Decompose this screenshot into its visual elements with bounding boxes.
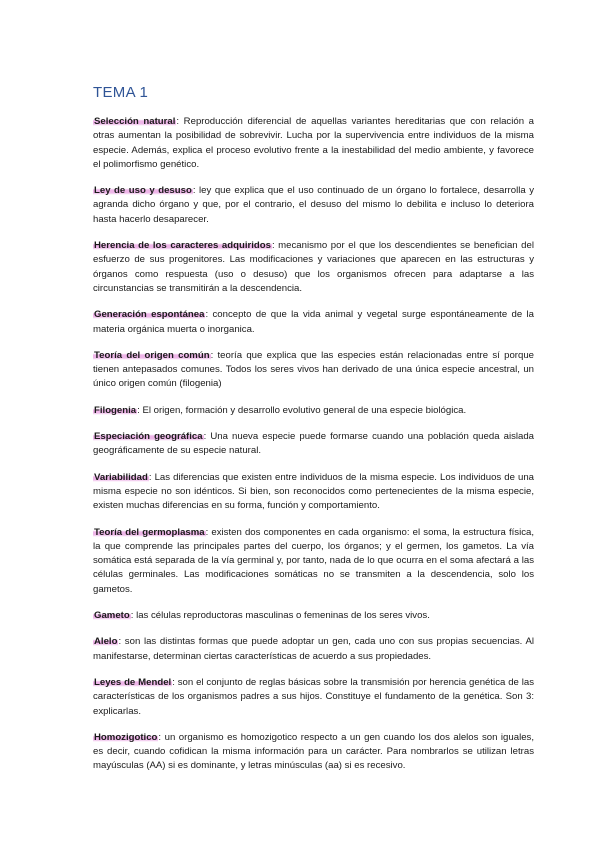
term-highlight: Leyes de Mendel <box>94 676 172 688</box>
term-highlight: Alelo <box>94 636 118 648</box>
entry-especiacion-geografica <box>93 430 534 459</box>
term-separator: : <box>210 349 214 361</box>
definition-text: mecanismo por el que los descendientes se benefician del esfuerzo de sus progenitores. Las modificaciones y variaciones que aparecen en las estructuras y órganos como respuesta (uso o desuso) que los organismos ofrecen para adaptarse a las circunstancias se transmitirán a la descendencia. <box>93 240 534 294</box>
definition-text: concepto de que la vida animal y vegetal surge espontáneamente de la materia orgánica muerta o inorganica. <box>93 309 534 335</box>
document-title: TEMA 1 <box>93 84 149 101</box>
definition-text: El origen, formación y desarrollo evolutivo general de una especie biológica. <box>139 404 467 416</box>
term-separator: : <box>271 240 275 252</box>
definition-text: teoría que explica que las especies están relacionadas entre sí porque tienen antepasados comunes. Todos los seres vivos han derivado de una única especie ancestral, un único origen común (filogenia) <box>93 349 534 390</box>
definition-text: Reproducción diferencial de aquellas variantes hereditarias que con relación a otras aumentan la posibilidad de sobrevivir. Lucha por la supervivencia entre individuos de la misma especie. Además, explica el proceso evolutivo frente a la inestabilidad del medio ambiente, y favorece el polimorfismo genético. <box>93 116 534 170</box>
term-highlight: Generación espontánea <box>94 309 205 321</box>
definition-text: existen dos componentes en cada organismo: el soma, la estructura física, la que comprende las principales partes del cuerpo, los órganos; y el germen, los gametos. La vía somática está separada de la vía germinal y, por tanto, nada de lo que ocurra en el soma afectará a las células germinales. Las modificaciones somáticas no se transmiten a la descendencia, solo los gametos. <box>93 526 534 595</box>
term-highlight: Variabilidad <box>94 471 148 483</box>
entry-filogenia <box>93 404 534 418</box>
entry-herencia-caracteres <box>93 239 534 296</box>
term-separator: : <box>172 676 175 688</box>
entry-origen-comun <box>93 349 534 392</box>
term-highlight: Teoría del germoplasma <box>94 526 205 538</box>
entry-gameto <box>93 609 534 623</box>
term-separator: : <box>118 636 122 648</box>
entry-variabilidad <box>93 471 534 514</box>
definition-text: son las distintas formas que puede adoptar un gen, cada uno con sus propias secuencias. Al manifestarse, determinan ciertas características de acuerdo a sus propiedades. <box>93 636 534 662</box>
term-separator: : <box>205 526 209 538</box>
term-separator: : <box>148 471 152 483</box>
term-separator: : <box>130 610 134 622</box>
entry-homozigotico <box>93 731 534 774</box>
entry-germoplasma <box>93 526 534 597</box>
definition-text: las células reproductoras masculinas o femeninas de los seres vivos. <box>133 610 430 622</box>
term-highlight: Ley de uso y desuso <box>94 185 192 197</box>
entry-leyes-mendel <box>93 676 534 719</box>
term-separator: : <box>205 309 209 321</box>
term-highlight: Homozigotico <box>94 731 158 743</box>
term-separator: : <box>192 185 196 197</box>
entry-ley-uso-desuso <box>93 184 534 227</box>
term-separator: : <box>176 116 180 127</box>
definition-text: Las diferencias que existen entre individuos de la misma especie. Los individuos de una misma especie no son idénticos. Si bien, son reconocidos como pertenecientes de la misma especie, existen muchas diferencias en su forma, función y comportamiento. <box>93 471 534 512</box>
term-highlight: Selección natural <box>94 116 176 127</box>
entry-generacion-espontanea <box>93 308 534 337</box>
term-highlight: Herencia de los caracteres adquiridos <box>94 240 271 252</box>
term-separator: : <box>203 431 207 443</box>
term-highlight: Teoría del origen común <box>94 349 210 361</box>
definition-text: ley que explica que el uso continuado de un órgano lo fortalece, desarrolla y agranda dicho órgano y que, por el contrario, el desuso del mismo lo debilita e incluso lo deteriora hasta hacerlo desaparecer. <box>93 185 534 225</box>
definition-text: son el conjunto de reglas básicas sobre la transmisión por herencia genética de las características de los organismos padres a sus hijos. Constituye el fundamento de la genética. Son 3: explicarlas. <box>93 676 535 717</box>
term-separator: : <box>158 731 162 743</box>
entry-seleccion-natural <box>93 115 534 172</box>
term-separator: : <box>137 404 140 416</box>
entry-alelo <box>93 635 534 664</box>
definition-text: Una nueva especie puede formarse cuando una población queda aislada geográficamente de su especie natural. <box>93 431 535 457</box>
definition-text: un organismo es homozigotico respecto a un gen cuando los dos alelos son iguales, es decir, cuando cofidican la misma información para un carácter. Para nombrarlos se utilizan letras mayúsculas (AA) si es dominante, y letras minúsculas (aa) si es recesivo. <box>93 731 534 772</box>
term-highlight: Gameto <box>94 610 130 622</box>
term-highlight: Especiación geográfica <box>94 431 203 443</box>
term-highlight: Filogenia <box>94 404 137 416</box>
